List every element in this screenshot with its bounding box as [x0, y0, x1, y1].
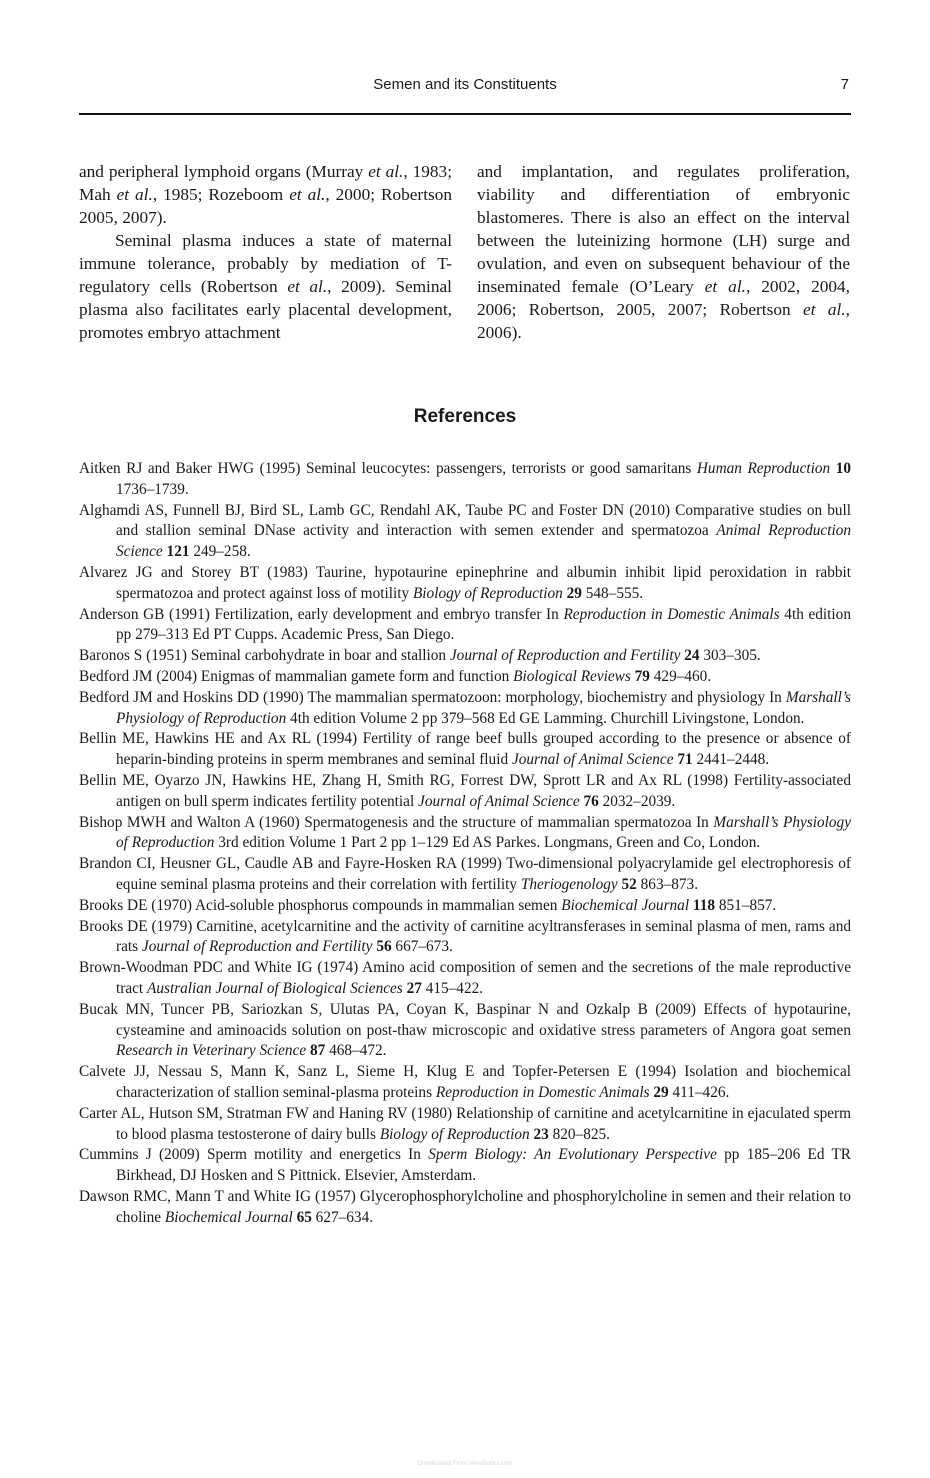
bold-run: 79	[634, 667, 650, 685]
paragraph	[477, 160, 850, 344]
bold-run: 65	[296, 1208, 312, 1226]
italic-run: Theriogenology	[520, 875, 618, 893]
italic-run: et al.	[704, 277, 746, 296]
text-run: Brandon CI, Heusner GL, Caudle AB and Fayre-Hosken RA (1999) Two-dimensional polyacrylamide gel electrophoresis of equine seminal plasma proteins and their correlation with fertility	[79, 855, 851, 893]
reference-entry	[79, 563, 851, 605]
text-run: 2441–2448.	[692, 751, 770, 769]
italic-run: et al.	[287, 277, 328, 296]
italic-run: Research in Veterinary Science	[116, 1042, 307, 1060]
paragraph	[79, 229, 452, 344]
text-run: Bellin ME, Oyarzo JN, Hawkins HE, Zhang H, Smith RG, Forrest DW, Sprott LR and Ax RL (1998) Fertility-associated antigen on bull sperm indicates fertility potential	[79, 771, 851, 810]
text-run: Brown-Woodman PDC and White IG (1974) Amino acid composition of semen and the secretions of the male reproductive tract	[79, 959, 851, 997]
text-run: 468–472.	[325, 1042, 387, 1060]
italic-run: et al.	[116, 185, 153, 204]
italic-run: Reproduction in Domestic Animals	[563, 605, 780, 623]
reference-entry	[79, 1104, 851, 1146]
text-run: Seminal plasma induces a state of maternal immune tolerance, probably by mediation of T-regulatory cells (Robertson	[79, 231, 452, 296]
italic-run: et al.	[803, 300, 846, 319]
reference-list	[79, 459, 851, 1228]
watermark: Downloaded From Vet-eBooks.com	[417, 1461, 513, 1467]
text-run: Alghamdi AS, Funnell BJ, Bird SL, Lamb GC, Rendahl AK, Taube PC and Foster DN (2010) Comparative studies on bull and stallion seminal DNase activity and interaction with semen extender and spermatozoa	[79, 501, 851, 540]
text-run: Baronos S (1951) Seminal carbohydrate in boar and stallion	[79, 647, 450, 665]
reference-entry	[79, 896, 851, 917]
italic-run: Journal of Animal Science	[511, 751, 674, 769]
bold-run: 23	[533, 1125, 549, 1143]
bold-run: 24	[684, 647, 700, 665]
text-run: Dawson RMC, Mann T and White IG (1957) Glycerophosphorylcholine and phosphorylcholine in semen and their relation to choline	[79, 1187, 851, 1226]
running-header	[79, 74, 851, 96]
bold-run: 118	[692, 896, 716, 914]
text-run: 3rd edition Volume 1 Part 2 pp 1–129 Ed AS Parkes. Longmans, Green and Co, London.	[214, 834, 761, 852]
bold-run: 52	[621, 875, 637, 893]
text-run: Alvarez JG and Storey BT (1983) Taurine, hypotaurine epinephrine and albumin inhibit lipid peroxidation in rabbit spermatozoa and protect against loss of motility	[79, 563, 851, 602]
text-run: 4th edition Volume 2 pp 379–568 Ed GE Lamming. Churchill Livingstone, London.	[286, 709, 805, 727]
reference-entry	[79, 1062, 851, 1104]
reference-entry	[79, 854, 851, 896]
text-run: 4th edition pp 279–313 Ed PT Cupps. Academic Press, San Diego.	[116, 605, 851, 644]
bold-run: 121	[166, 543, 190, 561]
text-run: Bellin ME, Hawkins HE and Ax RL (1994) Fertility of range beef bulls grouped according to the presence or absence of heparin-binding proteins in sperm membranes and seminal fluid	[79, 730, 851, 769]
references-heading: References	[413, 406, 517, 427]
reference-entry	[79, 729, 851, 771]
italic-run: et al.	[289, 185, 326, 204]
text-run: pp 185–206 Ed TR Birkhead, DJ Hosken and S Pittnick. Elsevier, Amsterdam.	[116, 1146, 851, 1185]
text-run: Bedford JM and Hoskins DD (1990) The mammalian spermatozoon: morphology, biochemistry and physiology In	[79, 688, 786, 706]
text-run: Bishop MWH and Walton A (1960) Spermatogenesis and the structure of mammalian spermatozoa In	[79, 813, 714, 831]
bold-run: 56	[376, 938, 392, 956]
reference-entry	[79, 688, 851, 730]
page-number: 7	[840, 76, 849, 93]
text-run: Brooks DE (1979) Carnitine, acetylcarnitine and the activity of carnitine acyltransferases in seminal plasma of men, rams and rats	[79, 917, 851, 956]
text-run: 411–426.	[668, 1083, 730, 1101]
reference-entry	[79, 958, 851, 1000]
reference-entry	[79, 917, 851, 959]
italic-run: Biochemical Journal	[164, 1208, 293, 1226]
text-run: , 2006).	[477, 300, 850, 342]
text-run: 1736–1739.	[116, 480, 189, 498]
bold-run: 29	[566, 584, 582, 602]
text-run: , 2000; Robertson 2005, 2007).	[79, 185, 452, 227]
reference-entry	[79, 1187, 851, 1229]
reference-entry	[79, 1000, 851, 1062]
body-text	[79, 160, 851, 350]
italic-run: Journal of Animal Science	[418, 792, 580, 810]
text-run: Carter AL, Hutson SM, Stratman FW and Haning RV (1980) Relationship of carnitine and acetylcarnitine in ejaculated sperm to blood plasma testosterone of dairy bulls	[79, 1104, 851, 1143]
italic-run: Biology of Reproduction	[412, 584, 563, 602]
running-title: Semen and its Constituents	[373, 76, 557, 93]
bold-run: 10	[835, 460, 851, 477]
text-run: and peripheral lymphoid organs (Murray	[79, 162, 369, 181]
bold-run: 76	[583, 792, 599, 810]
italic-run: Biology of Reproduction	[379, 1125, 530, 1143]
italic-run: Journal of Reproduction and Fertility	[141, 938, 373, 956]
italic-run: Biological Reviews	[513, 667, 631, 685]
italic-run: Sperm Biology: An Evolutionary Perspective	[428, 1146, 717, 1164]
text-run: , 1985; Rozeboom	[152, 185, 290, 204]
text-run: 2032–2039.	[598, 792, 676, 810]
text-run: 548–555.	[581, 584, 644, 602]
reference-entry	[79, 605, 851, 647]
text-run: Aitken RJ and Baker HWG (1995) Seminal leucocytes: passengers, terrorists or good samaritans	[79, 460, 697, 477]
italic-run: Marshall’s Physiology of Reproduction	[116, 688, 851, 727]
italic-run: Reproduction in Domestic Animals	[435, 1083, 650, 1101]
text-run: Bucak MN, Tuncer PB, Sariozkan S, Ulutas PA, Coyan K, Baspinar N and Ozkalp B (2009) Effects of hypotaurine, cysteamine and aminoacids solution on post-thaw microscopic and oxidative stress parameters of Angora goat semen	[79, 1000, 851, 1039]
text-run: , 2009). Seminal plasma also facilitates early placental development, promotes embryo attachment	[79, 277, 452, 342]
bold-run: 29	[653, 1083, 669, 1101]
text-run: Calvete JJ, Nessau S, Mann K, Sanz L, Sieme H, Klug E and Topfer-Petersen E (1994) Isolation and biochemical characterization of stallion seminal-plasma proteins	[79, 1063, 851, 1101]
paragraph	[79, 160, 452, 229]
italic-run: Journal of Reproduction and Fertility	[449, 647, 681, 665]
reference-entry	[79, 459, 851, 501]
reference-entry	[79, 667, 851, 688]
reference-entry	[79, 1145, 851, 1187]
text-run: Cummins J (2009) Sperm motility and energetics In	[79, 1146, 429, 1164]
text-run: and implantation, and regulates proliferation, viability and differentiation of embryonic blastomeres. There is also an effect on the interval between the luteinizing hormone (LH) surge and ovulation, and even on subsequent behaviour of the inseminated female (O’Leary	[477, 162, 850, 296]
text-run: , 2002, 2004, 2006; Robertson, 2005, 2007; Robertson	[477, 277, 850, 319]
text-run: 303–305.	[699, 647, 761, 665]
text-run: Bedford JM (2004) Enigmas of mammalian gamete form and function	[79, 667, 514, 685]
right-column	[477, 160, 850, 344]
reference-entry	[79, 646, 851, 667]
text-run: 429–460.	[649, 667, 712, 685]
italic-run: Human Reproduction	[696, 460, 831, 477]
left-column	[79, 160, 452, 344]
text-run: 667–673.	[391, 938, 453, 956]
bold-run: 27	[406, 979, 422, 997]
text-run: 249–258.	[189, 543, 251, 561]
text-run: 851–857.	[715, 896, 777, 914]
bold-run: 87	[309, 1042, 326, 1060]
reference-entry	[79, 771, 851, 813]
reference-entry	[79, 501, 851, 563]
text-run: 820–825.	[548, 1125, 610, 1143]
text-run: 863–873.	[636, 875, 699, 893]
reference-entry	[79, 813, 851, 855]
italic-run: Biochemical Journal	[561, 896, 690, 914]
italic-run: et al.	[368, 162, 404, 181]
bold-run: 71	[677, 751, 693, 769]
text-run: Anderson GB (1991) Fertilization, early development and embryo transfer In	[79, 605, 564, 623]
header-rule	[79, 113, 851, 115]
text-run: 627–634.	[311, 1208, 374, 1226]
text-run: Brooks DE (1970) Acid-soluble phosphorus compounds in mammalian semen	[79, 896, 562, 914]
italic-run: Marshall’s Physiology of Reproduction	[116, 813, 851, 852]
text-run: , 1983; Mah	[79, 162, 452, 204]
italic-run: Animal Reproduction Science	[116, 522, 851, 561]
italic-run: Australian Journal of Biological Sciences	[147, 979, 403, 997]
text-run: 415–422.	[421, 979, 484, 997]
